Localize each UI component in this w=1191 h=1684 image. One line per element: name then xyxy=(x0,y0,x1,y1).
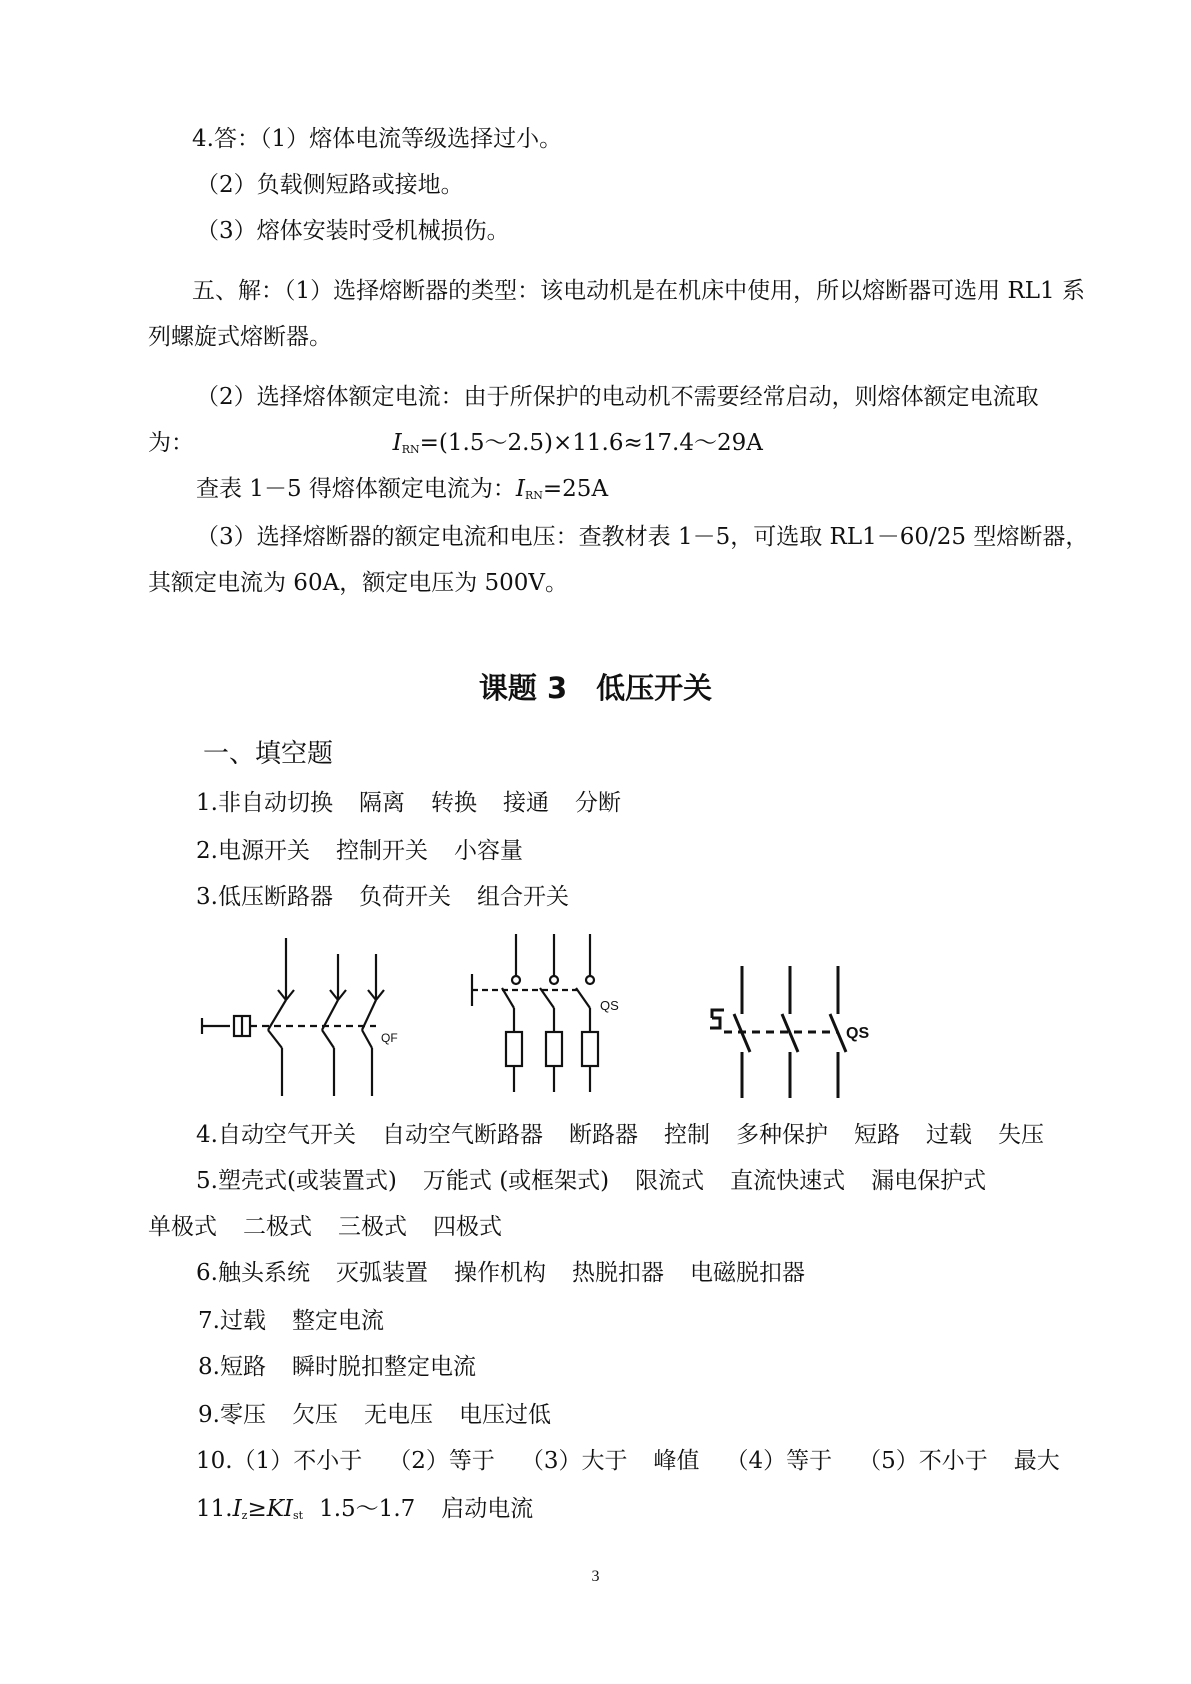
qs-label-combination-switch: QS xyxy=(846,1025,870,1042)
q2-item: 2.电源开关 xyxy=(196,838,310,864)
answer4-line2: （2）负载侧短路或接地。 xyxy=(196,172,464,198)
q4-item: 控制 xyxy=(663,1122,710,1148)
q2-item: 小容量 xyxy=(453,838,523,864)
fill-blank-q5-line1 xyxy=(196,1166,986,1196)
q4-item: 断路器 xyxy=(568,1122,638,1148)
fill-blank-q10 xyxy=(196,1446,1060,1476)
q11-sub-z: z xyxy=(241,1509,248,1522)
fill-blank-q9 xyxy=(198,1400,551,1430)
q11-var-ki: KI xyxy=(266,1496,294,1522)
q6-item: 热脱扣器 xyxy=(571,1260,664,1286)
q1-item: 分断 xyxy=(574,790,621,816)
q11-prefix: 11. xyxy=(196,1496,233,1522)
q5-item: 万能式 (或框架式) xyxy=(422,1168,610,1194)
q5-item: 单极式 xyxy=(148,1214,217,1240)
q5-item: 三极式 xyxy=(338,1214,407,1240)
section5-para1-line1: 五、解：（1）选择熔断器的类型：该电动机是在机床中使用，所以熔断器可选用 RL1 系 xyxy=(192,278,1085,304)
circuit-breaker-symbol xyxy=(198,938,418,1098)
rated-current-var: I xyxy=(515,476,525,502)
fill-blank-q2 xyxy=(196,836,523,866)
q11-var-i: I xyxy=(232,1496,242,1522)
fill-blank-q6 xyxy=(196,1258,805,1288)
fill-blank-q7 xyxy=(198,1306,384,1336)
q3-item: 3.低压断路器 xyxy=(196,884,333,910)
q6-item: 操作机构 xyxy=(453,1260,546,1286)
combination-switch-symbol xyxy=(706,966,906,1100)
q5-item: 漏电保护式 xyxy=(871,1168,987,1194)
q9-item: 9.零压 xyxy=(198,1402,266,1428)
q6-item: 电磁脱扣器 xyxy=(689,1260,805,1286)
formula-current-var: I xyxy=(392,430,402,456)
section5-para4-line2: 其额定电流为 60A，额定电压为 500V。 xyxy=(148,570,569,596)
q10-item: 峰值 xyxy=(653,1448,700,1474)
q7-item: 整定电流 xyxy=(291,1308,384,1334)
q9-item: 无电压 xyxy=(363,1402,433,1428)
fill-blank-q5-line2 xyxy=(148,1212,502,1242)
q10-item: （2）等于 xyxy=(388,1448,495,1474)
q5-item: 直流快速式 xyxy=(730,1168,846,1194)
q8-item: 8.短路 xyxy=(198,1354,266,1380)
rated-current-sub: RN xyxy=(524,489,543,502)
q1-item: 1.非自动切换 xyxy=(196,790,333,816)
q1-item: 转换 xyxy=(430,790,477,816)
q6-item: 灭弧装置 xyxy=(335,1260,428,1286)
fill-blank-q1 xyxy=(196,788,621,818)
section5-para1-line2: 列螺旋式熔断器。 xyxy=(148,324,332,350)
q5-item: 二极式 xyxy=(243,1214,312,1240)
section5-para2-prefix: 为： xyxy=(148,430,194,456)
section5-para3-prefix: 查表 1－5 得熔体额定电流为： xyxy=(196,476,516,502)
q10-item: （4）等于 xyxy=(725,1448,833,1474)
q8-item: 瞬时脱扣整定电流 xyxy=(291,1354,476,1380)
section5-para3 xyxy=(196,474,608,511)
q10-item: 10.（1）不小于 xyxy=(196,1448,363,1474)
rated-current-value: =25A xyxy=(542,476,609,502)
formula-current-expression: =(1.5～2.5)×11.6≈17.4～29A xyxy=(419,430,763,456)
q11-relation: ≥ xyxy=(247,1496,267,1522)
q10-item: （5）不小于 xyxy=(858,1448,988,1474)
page-number: 3 xyxy=(591,1568,600,1585)
q11-item: 启动电流 xyxy=(441,1496,534,1522)
q7-item: 7.过载 xyxy=(198,1308,266,1334)
q1-item: 隔离 xyxy=(358,790,405,816)
q3-item: 组合开关 xyxy=(476,884,569,910)
load-switch-symbol xyxy=(470,934,630,1094)
qs-label-load-switch: QS xyxy=(600,998,619,1013)
formula-current-sub: RN xyxy=(401,443,420,456)
q9-item: 欠压 xyxy=(291,1402,338,1428)
section5-para4-line1: （3）选择熔断器的额定电流和电压：查教材表 1－5，可选取 RL1－60/25 型熔断器， xyxy=(196,524,1089,550)
answer4-line3: （3）熔体安装时受机械损伤。 xyxy=(196,218,510,244)
part1-title: 一、填空题 xyxy=(203,739,334,769)
q4-item: 多种保护 xyxy=(735,1122,828,1148)
q11-sub-st: st xyxy=(293,1509,304,1522)
q5-item: 5.塑壳式(或装置式) xyxy=(196,1168,397,1194)
fill-blank-q8 xyxy=(198,1352,476,1382)
q5-item: 限流式 xyxy=(635,1168,705,1194)
q10-item: 最大 xyxy=(1013,1448,1060,1474)
fill-blank-q3 xyxy=(196,882,569,912)
q10-item: （3）大于 xyxy=(520,1448,628,1474)
q6-item: 6.触头系统 xyxy=(196,1260,310,1286)
fill-blank-q11 xyxy=(196,1494,533,1531)
q4-item: 4.自动空气开关 xyxy=(196,1122,356,1148)
q4-item: 自动空气断路器 xyxy=(381,1122,543,1148)
q4-item: 短路 xyxy=(853,1122,900,1148)
q4-item: 失压 xyxy=(997,1122,1044,1148)
q9-item: 电压过低 xyxy=(458,1402,551,1428)
section5-para2-line2 xyxy=(148,428,763,465)
q3-item: 负荷开关 xyxy=(358,884,451,910)
topic-title: 课题 3 低压开关 xyxy=(478,671,713,705)
q4-item: 过载 xyxy=(925,1122,972,1148)
q11-item: 1.5～1.7 xyxy=(319,1496,416,1522)
section5-para2-line1: （2）选择熔体额定电流：由于所保护的电动机不需要经常启动，则熔体额定电流取 xyxy=(196,384,1039,410)
answer4-line1: 4.答：（1）熔体电流等级选择过小。 xyxy=(192,126,563,152)
qf-label: QF xyxy=(381,1031,398,1045)
q2-item: 控制开关 xyxy=(335,838,428,864)
q5-item: 四极式 xyxy=(433,1214,502,1240)
fill-blank-q4 xyxy=(196,1120,1044,1150)
q1-item: 接通 xyxy=(502,790,549,816)
